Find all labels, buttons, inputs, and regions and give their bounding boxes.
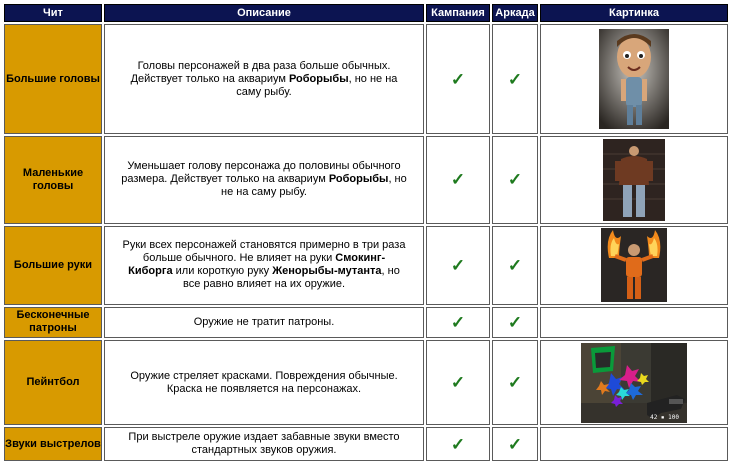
table-row xyxy=(4,307,728,338)
campaign-check xyxy=(426,307,490,338)
check-icon: ✓ xyxy=(450,312,466,332)
table-row xyxy=(4,427,728,461)
check-icon: ✓ xyxy=(450,434,466,454)
description-text: Уменьшает голову персонажа до половины обычного размера. Действует только на аквариум xyxy=(121,160,401,186)
table-row xyxy=(4,226,728,305)
check-icon: ✓ xyxy=(450,69,466,89)
picture-cell xyxy=(540,340,728,426)
description-text: Оружие стреляет красками. Повреждения обычные. Краска не появляется на персонажах. xyxy=(130,369,398,395)
check-icon: ✓ xyxy=(507,434,523,454)
cheat-name: Звуки выстрелов xyxy=(4,427,102,461)
cheat-name: Бесконечные патроны xyxy=(4,307,102,338)
campaign-check xyxy=(426,136,490,224)
arcade-check xyxy=(492,226,538,305)
picture-cell xyxy=(540,136,728,224)
campaign-check xyxy=(426,24,490,134)
check-icon: ✓ xyxy=(450,373,466,393)
table-row xyxy=(4,340,728,426)
cheat-name: Большие головы xyxy=(4,24,102,134)
check-icon: ✓ xyxy=(507,373,523,393)
check-icon: ✓ xyxy=(450,255,466,275)
description-text: , но все равно влияет на их оружие. xyxy=(182,265,400,291)
header-picture: Картинка xyxy=(540,4,728,22)
cheat-description xyxy=(104,307,424,338)
check-icon: ✓ xyxy=(507,255,523,275)
paintball-hud-readout: 42 ▪ 100 xyxy=(650,413,679,421)
picture-cell xyxy=(540,226,728,305)
picture-cell xyxy=(540,24,728,134)
campaign-check xyxy=(426,226,490,305)
description-text: Головы персонажей в два раза больше обычных. Действует только на аквариум xyxy=(130,59,391,85)
check-icon: ✓ xyxy=(507,312,523,332)
cheat-description xyxy=(104,427,424,461)
campaign-check xyxy=(426,427,490,461)
cheat-description xyxy=(104,136,424,224)
big-hands-character-image xyxy=(601,228,667,302)
cheat-name: Маленькие головы xyxy=(4,136,102,224)
arcade-check xyxy=(492,427,538,461)
cheat-description xyxy=(104,340,424,426)
arcade-check xyxy=(492,340,538,426)
picture-cell xyxy=(540,427,728,461)
description-text: или короткую руку xyxy=(172,265,273,278)
cheat-description xyxy=(104,226,424,305)
description-text: Оружие не тратит патроны. xyxy=(193,315,335,328)
check-icon: ✓ xyxy=(507,170,523,190)
arcade-check xyxy=(492,136,538,224)
table-row xyxy=(4,136,728,224)
description-highlight: Роборыбы xyxy=(288,72,349,85)
check-icon: ✓ xyxy=(507,69,523,89)
header-row xyxy=(4,4,728,22)
arcade-check xyxy=(492,24,538,134)
header-arcade: Аркада xyxy=(492,4,538,22)
small-head-character-image xyxy=(603,139,665,221)
description-text: , но не на саму рыбу. xyxy=(236,72,398,98)
cheat-name: Пейнтбол xyxy=(4,340,102,426)
description-highlight: Смокинг-Киборга xyxy=(128,252,386,278)
big-head-character-image xyxy=(599,29,669,129)
paintball-gameplay-image xyxy=(581,343,687,423)
cheat-description xyxy=(104,24,424,134)
picture-cell xyxy=(540,307,728,338)
description-highlight: Женорыбы-мутанта xyxy=(272,265,382,278)
cheat-name: Большие руки xyxy=(4,226,102,305)
description-text: При выстреле оружие издает забавные звуки вместо стандартных звуков оружия. xyxy=(128,431,400,457)
arcade-check xyxy=(492,307,538,338)
description-highlight: Роборыбы xyxy=(328,173,389,186)
check-icon: ✓ xyxy=(450,170,466,190)
header-cheat: Чит xyxy=(4,4,102,22)
header-description: Описание xyxy=(104,4,424,22)
campaign-check xyxy=(426,340,490,426)
description-text: , но не на саму рыбу. xyxy=(221,173,407,199)
header-campaign: Кампания xyxy=(426,4,490,22)
description-text: Руки всех персонажей становятся примерно в три раза больше обычного. Не влияет на руки xyxy=(122,239,406,265)
table-row xyxy=(4,24,728,134)
cheats-table xyxy=(2,2,730,463)
